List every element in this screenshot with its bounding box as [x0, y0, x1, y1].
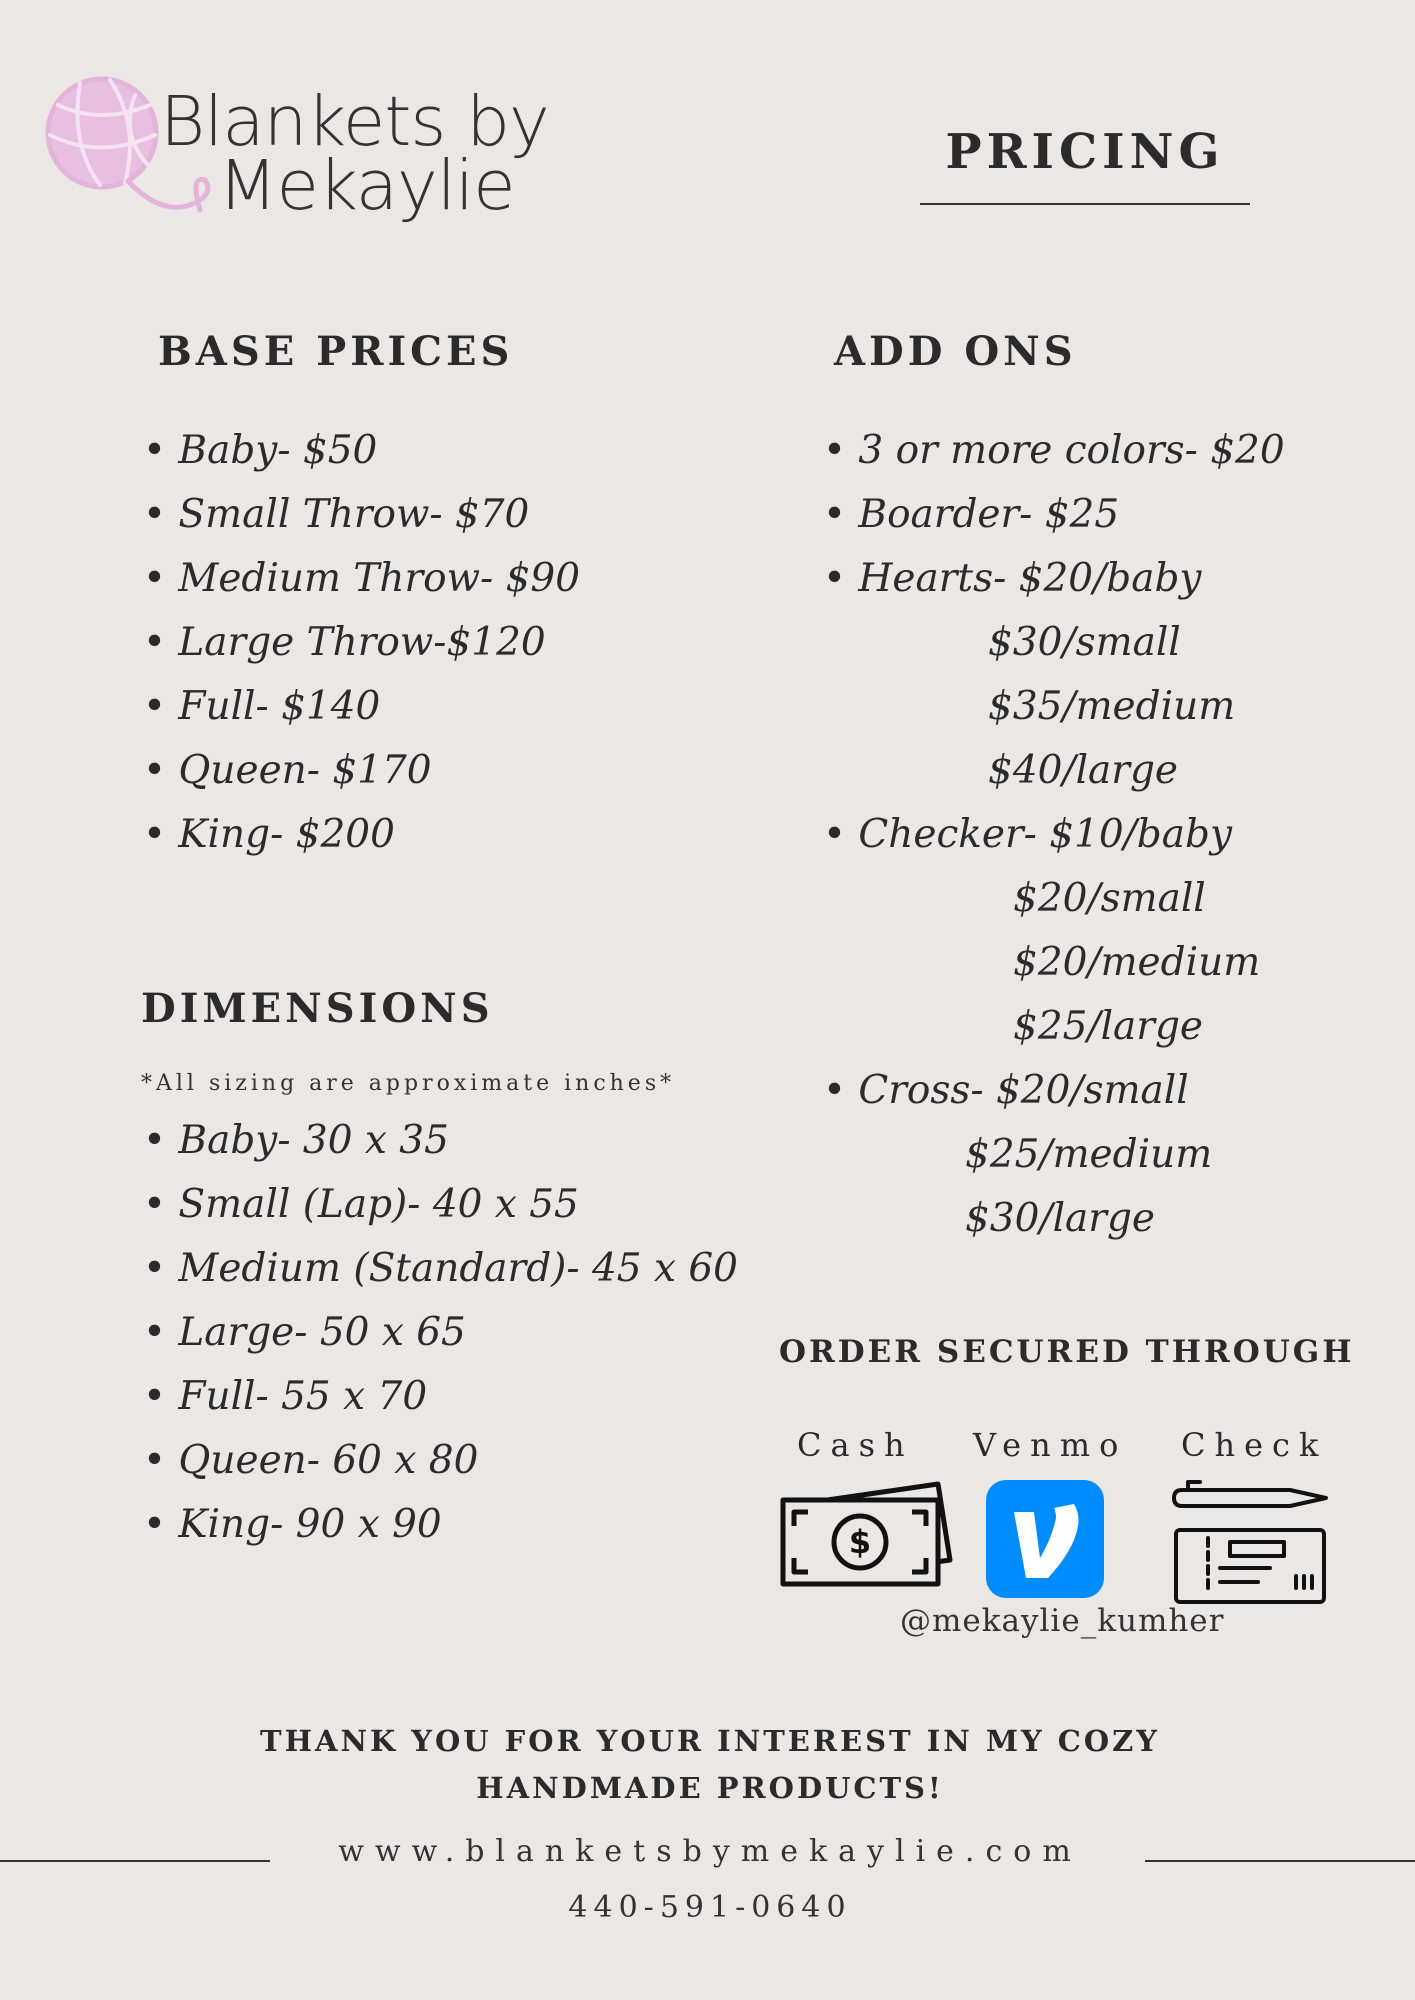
add-ons-list — [823, 419, 1285, 1251]
list-item: • Large Throw-$120 — [143, 611, 580, 675]
dimensions-note: *All sizing are approximate inches* — [141, 1071, 676, 1096]
svg-text:$: $ — [848, 1523, 872, 1561]
base-prices-heading: BASE PRICES — [158, 328, 514, 375]
list-item: • Cross- $20/small — [823, 1059, 1285, 1123]
venmo-label: Venmo — [973, 1426, 1128, 1464]
list-item: $30/small — [988, 620, 1181, 665]
list-item: $25/large — [1013, 1004, 1203, 1049]
base-prices-list — [143, 419, 580, 867]
list-item: $35/medium — [988, 684, 1236, 729]
list-item: • Large- 50 x 65 — [143, 1301, 738, 1365]
cash-icon — [780, 1478, 955, 1593]
list-item: • Full- 55 x 70 — [143, 1365, 738, 1429]
page-title: PRICING — [945, 124, 1225, 180]
brand-name-line2: Mekaylie — [218, 146, 515, 226]
list-item: • Baby- $50 — [143, 419, 580, 483]
footer-divider-left — [0, 1860, 270, 1862]
cash-label: Cash — [797, 1426, 914, 1464]
list-item: • 3 or more colors- $20 — [823, 419, 1285, 483]
website-link[interactable]: www.blanketsbymekaylie.com — [338, 1834, 1082, 1869]
list-item: $40/large — [988, 748, 1178, 793]
add-ons-heading: ADD ONS — [834, 328, 1077, 375]
list-item: • Queen- 60 x 80 — [143, 1429, 738, 1493]
list-item: • Medium Throw- $90 — [143, 547, 580, 611]
venmo-icon — [986, 1480, 1106, 1600]
check-pen-icon — [1170, 1478, 1330, 1606]
dimensions-heading: DIMENSIONS — [141, 985, 494, 1032]
order-heading: ORDER SECURED THROUGH — [779, 1334, 1355, 1370]
check-label: Check — [1181, 1426, 1328, 1464]
list-item: • Boarder- $25 — [823, 483, 1285, 547]
list-item: $30/large — [965, 1196, 1155, 1241]
list-item: • Queen- $170 — [143, 739, 580, 803]
list-item: • Medium (Standard)- 45 x 60 — [143, 1237, 738, 1301]
list-item: • King- $200 — [143, 803, 580, 867]
dimensions-list — [143, 1109, 738, 1557]
title-underline — [920, 203, 1250, 205]
list-item: • Small (Lap)- 40 x 55 — [143, 1173, 738, 1237]
footer-divider-right — [1145, 1860, 1415, 1862]
brand-name — [160, 82, 560, 226]
venmo-handle: @mekaylie_kumher — [900, 1603, 1225, 1639]
list-item: • Checker- $10/baby — [823, 803, 1285, 867]
phone-number: 440-591-0640 — [568, 1890, 852, 1925]
list-item: • Small Throw- $70 — [143, 483, 580, 547]
list-item: • Full- $140 — [143, 675, 580, 739]
list-item: • King- 90 x 90 — [143, 1493, 738, 1557]
list-item: $20/medium — [1013, 940, 1261, 985]
brand-name-line1: Blankets by — [160, 82, 549, 162]
thank-you-line1: THANK YOU FOR YOUR INTEREST IN MY COZY — [259, 1724, 1160, 1758]
list-item: • Hearts- $20/baby — [823, 547, 1285, 611]
list-item: $20/small — [1013, 876, 1206, 921]
thank-you-line2: HANDMADE PRODUCTS! — [476, 1771, 944, 1805]
list-item: $25/medium — [965, 1132, 1213, 1177]
thank-you-message — [230, 1718, 1190, 1812]
list-item: • Baby- 30 x 35 — [143, 1109, 738, 1173]
